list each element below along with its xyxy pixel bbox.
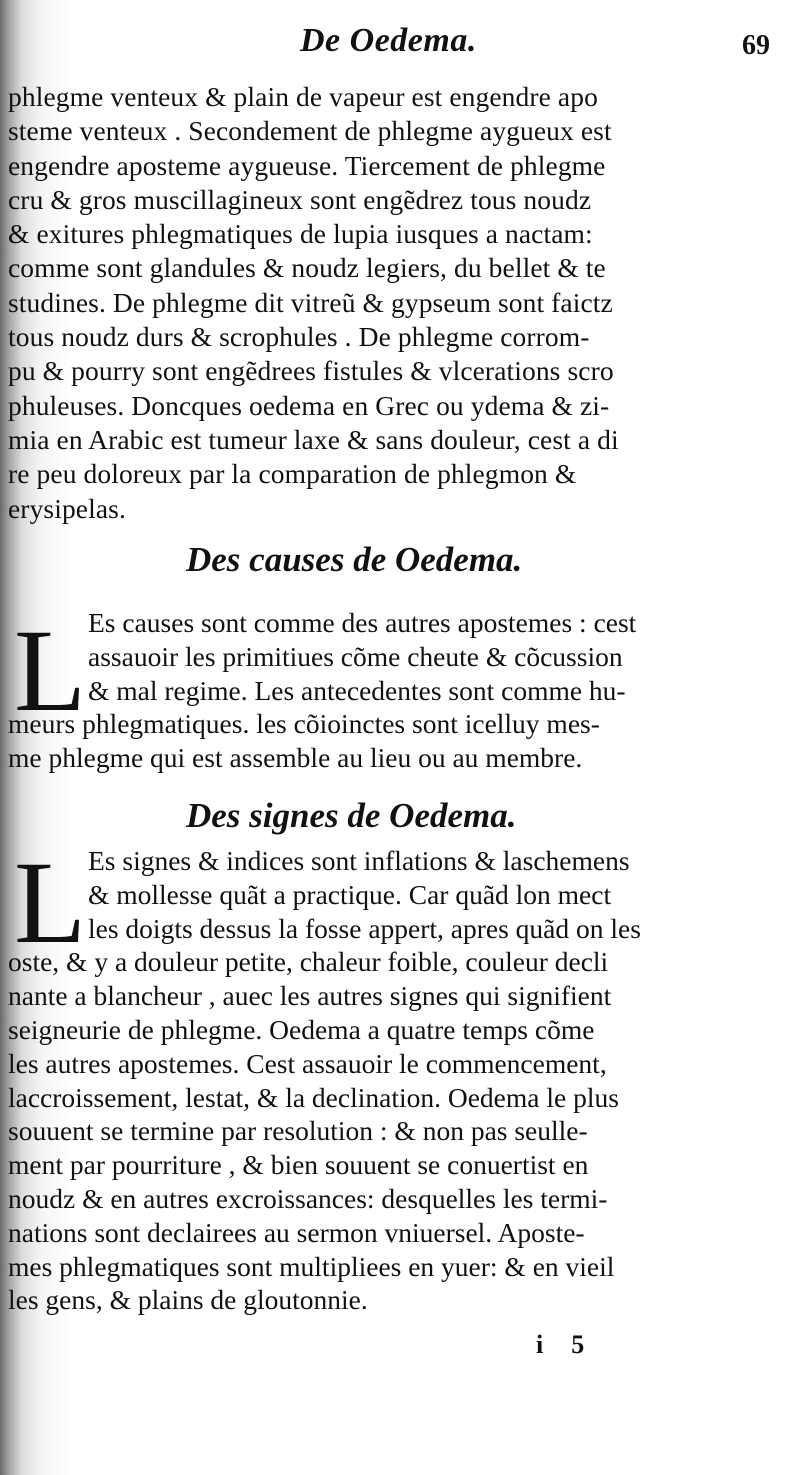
text-line: laccroissement, lestat, & la declination. Oedema le plus xyxy=(8,1081,619,1113)
text-line: noudz & en autres excroissances: desquelles les termi- xyxy=(8,1182,608,1214)
text-line: nante a blancheur , auec les autres signes qui signifient xyxy=(8,980,612,1012)
text-line: les gens, & plains de gloutonnie. xyxy=(8,1284,368,1316)
page-number: 69 xyxy=(742,30,770,61)
text-line: phlegme venteux & plain de vapeur est engendre apo xyxy=(8,81,598,112)
page-header xyxy=(0,12,800,68)
intro-paragraph xyxy=(8,80,778,526)
section-title-signes: Des signes de Oedema. xyxy=(186,796,517,835)
text-line: re peu doloreux par la comparation de phlegmon & xyxy=(8,458,577,490)
text-line: mia en Arabic est tumeur laxe & sans douleur, cest a di xyxy=(8,423,619,455)
text-line: & mollesse quãt a practique. Car quãd lon mect xyxy=(88,878,612,910)
text-line: tous noudz durs & scrophules . De phlegme corrom- xyxy=(8,321,590,353)
text-line: souuent se termine par resolution : & non pas seulle- xyxy=(8,1115,588,1147)
text-line: erysipelas. xyxy=(8,492,126,524)
text-line: les autres apostemes. Cest assauoir le commencement, xyxy=(8,1047,607,1079)
text-line: & exitures phlegmatiques de lupia iusques a nactam: xyxy=(8,218,593,250)
text-line: me phlegme qui est assemble au lieu ou au membre. xyxy=(8,742,583,774)
text-line: pu & pourry sont engẽdrees fistules & vlcerations scro xyxy=(8,355,614,387)
drop-cap-signes: L xyxy=(14,837,87,968)
text-line: ment par pourriture , & bien souuent se conuertist en xyxy=(8,1149,589,1181)
paragraph-causes xyxy=(8,606,778,775)
text-line: steme venteux . Secondement de phlegme aygueux est xyxy=(8,115,612,147)
text-line: phuleuses. Doncques oedema en Grec ou ydema & zi- xyxy=(8,389,610,421)
drop-cap-causes: L xyxy=(14,605,87,736)
text-line: mes phlegmatiques sont multipliees en yuer: & en vieil xyxy=(8,1250,615,1282)
text-line: oste, & y a douleur petite, chaleur foible, couleur decli xyxy=(8,946,609,978)
signature-mark: i5 xyxy=(536,1330,613,1359)
text-line: les doigts dessus la fosse appert, apres quãd on les xyxy=(88,912,641,944)
text-line: engendre aposteme aygueuse. Tiercement de phlegme xyxy=(8,149,606,181)
text-line: studines. De phlegme dit vitreũ & gypseum sont faictz xyxy=(8,286,613,318)
paragraph-signes xyxy=(8,837,778,1317)
text-line: & mal regime. Les antecedentes sont comme hu- xyxy=(88,674,626,706)
text-line: Es causes sont comme des autres apostemes : cest xyxy=(88,607,637,638)
running-title: De Oedema. xyxy=(300,22,477,59)
text-line: nations sont declairees au sermon vniuersel. Aposte- xyxy=(8,1216,585,1248)
section-title-causes: Des causes de Oedema. xyxy=(186,540,523,579)
text-line: Es signes & indices sont inflations & laschemens xyxy=(88,845,630,876)
text-line: seigneurie de phlegme. Oedema a quatre temps cõme xyxy=(8,1013,595,1045)
text-line: comme sont glandules & noudz legiers, du bellet & te xyxy=(8,252,606,284)
text-line: assauoir les primitiues cõme cheute & cõcussion xyxy=(88,640,623,672)
text-line: cru & gros muscillagineux sont engẽdrez tous noudz xyxy=(8,183,592,215)
text-line: meurs phlegmatiques. les cõioinctes sont icelluy mes- xyxy=(8,708,600,740)
